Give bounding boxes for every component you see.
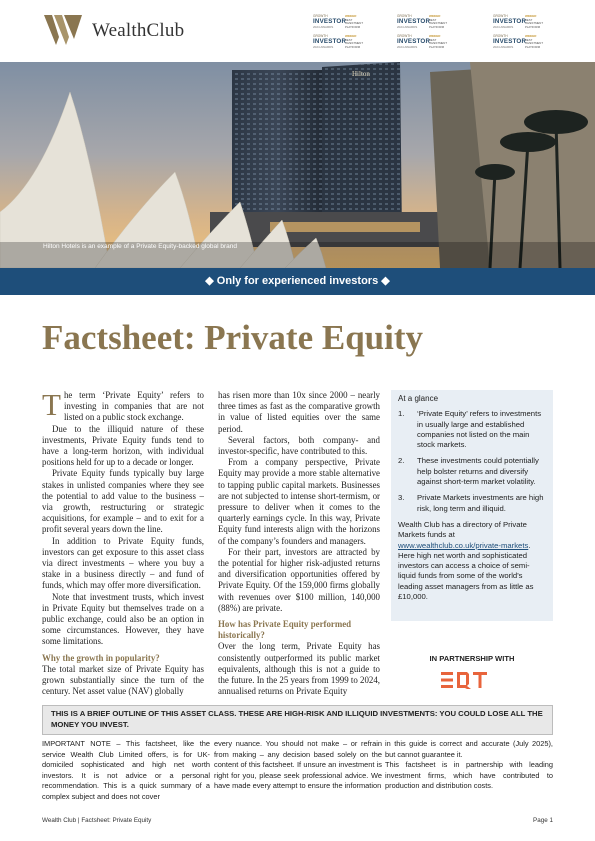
footer-title: Wealth Club | Factsheet: Private Equity — [42, 817, 152, 824]
important-note-column-1: IMPORTANT NOTE – This factsheet, like the service Wealth Club Limited offers, is for UK-domiciled sophisticated and high net worth investors. It is not advice or a personal recommendation. This is a quick summary of a complex subject and does not cover — [42, 739, 210, 801]
award-side: WINNER BEST INVESTMENT PLATFORM — [525, 34, 543, 49]
paragraph: Over the long term, Private Equity has consistently outperformed its public market equivalents, although this is not a guide to the future. In the 25 years from 1999 to 2024, annualised returns on Private Equity — [218, 641, 380, 697]
award-year: 2024 AWARDS — [313, 25, 334, 29]
hotel-sign: Hilton — [352, 70, 370, 78]
award-year: 2024 AWARDS — [493, 45, 514, 49]
award-top: GROWTH — [493, 34, 508, 38]
award-top: GROWTH — [493, 14, 508, 18]
award-title: INVESTOR — [313, 18, 347, 25]
award-year: 2024 AWARDS — [313, 45, 334, 49]
paragraph: Several factors, both company- and investor-specific, have contributed to this. — [218, 434, 380, 457]
page-title: Factsheet: Private Equity — [42, 318, 424, 357]
award-side: WINNER BEST INVESTMENT PLATFORM — [345, 34, 363, 49]
partnership-label: IN PARTNERSHIP WITH — [429, 654, 515, 663]
glance-title: At a glance — [398, 394, 439, 403]
award-badge — [313, 34, 363, 52]
award-badge — [493, 34, 543, 52]
paragraph: Note that investment trusts, which invest in Private Equity but themselves trade on a public exchange, could also be an option in some circumstances. However, they have some limitations. — [42, 591, 204, 647]
award-year: 2024 AWARDS — [397, 45, 418, 49]
experienced-investors-banner: ◆ Only for experienced investors ◆ — [0, 268, 595, 295]
list-item: 2. These investments could potentially help bolster returns and diversify against short-term market volatility. — [398, 456, 539, 487]
risk-warning: THIS IS A BRIEF OUTLINE OF THIS ASSET CLASS. THESE ARE HIGH-RISK AND ILLIQUID INVESTMENTS: YOU COULD LOSE ALL THE MONEY YOU INVEST. — [42, 705, 553, 735]
paragraph: Due to the illiquid nature of these investments, Private Equity funds tend to have a long-term horizon, with individual positions held for up to a decade or longer. — [42, 423, 204, 468]
award-badge — [493, 14, 543, 32]
note-text: This factsheet is in partnership with leading investment firms, which have contributed to production and distribution costs. — [385, 760, 553, 790]
paragraph: The total market size of Private Equity has grown substantially since the turn of the century. Net asset value (NAV) globally — [42, 663, 204, 697]
award-side: WINNER BEST INVESTMENT PLATFORM — [429, 14, 447, 29]
brand-name: WealthClub — [92, 20, 185, 41]
award-title: INVESTOR — [397, 38, 431, 45]
hero-caption: Hilton Hotels is an example of a Private Equity-backed global brand — [43, 243, 238, 250]
award-badge — [397, 34, 447, 52]
award-side: WINNER BEST INVESTMENT PLATFORM — [429, 34, 447, 49]
body-column-2 — [218, 390, 380, 697]
body-column-1 — [42, 387, 204, 697]
drop-cap: T — [42, 387, 61, 422]
at-a-glance-box — [391, 390, 553, 621]
award-top: GROWTH — [397, 34, 412, 38]
award-title: INVESTOR — [397, 18, 431, 25]
wealthclub-logo-icon — [44, 15, 82, 45]
award-year: 2024 AWARDS — [493, 25, 514, 29]
directory-note: Wealth Club has a directory of Private Markets funds at www.wealthclub.co.uk/private-markets. Here high net worth and sophisticated investors can access a choice of semi-liquid funds from some of the world's leading asset managers from as little as £10,000. — [398, 519, 534, 602]
important-note-column-2: every nuance. You should not make – or refrain from making – any decision based solely on the content of this factsheet. If unsure an investment is right for you, please seek professional advice. We have made every attempt to ensure the information — [214, 739, 382, 790]
eqt-logo-icon — [441, 671, 487, 689]
award-top: GROWTH — [313, 34, 328, 38]
paragraph: From a company perspective, Private Equity may provide a more stable alternative to tapping public capital markets. Businesses are not subjected to intense short-termism, or pressure to deliver when it comes to the quarterly earnings cycle. In this way, Private Equity fund interests align with the horizons of the company’s founders and managers. — [218, 457, 380, 546]
award-year: 2024 AWARDS — [397, 25, 418, 29]
subheading: Why the growth in popularity? — [42, 652, 160, 663]
glance-list — [398, 409, 546, 514]
award-title: INVESTOR — [493, 38, 527, 45]
private-markets-link[interactable]: www.wealthclub.co.uk/private-markets — [398, 540, 529, 550]
page-number: Page 1 — [533, 817, 553, 824]
hero-image — [0, 62, 595, 268]
award-title: INVESTOR — [493, 18, 527, 25]
award-badge — [397, 14, 447, 32]
award-top: GROWTH — [397, 14, 412, 18]
note-text: in this guide is correct and accurate (July 2025), but cannot guarantee it. — [385, 739, 553, 759]
award-side: WINNER BEST INVESTMENT PLATFORM — [525, 14, 543, 29]
subheading: How has Private Equity performed historically? — [218, 619, 352, 641]
award-side: WINNER BEST INVESTMENT PLATFORM — [345, 14, 363, 29]
header — [0, 0, 595, 62]
award-badge — [313, 14, 363, 32]
important-note-column-3 — [385, 739, 553, 792]
award-title: INVESTOR — [313, 38, 347, 45]
list-item: 3. Private Markets investments are high risk, long term and illiquid. — [398, 493, 544, 513]
paragraph: Private Equity funds typically buy large stakes in unlisted companies where they see the potential to add value to the business – via growth, restructuring or strategic acquisitions, for example – and to exit for a profit several years down the line. — [42, 468, 204, 535]
paragraph: In addition to Private Equity funds, investors can get exposure to this asset class via direct investments – where you buy a stake in a business directly – and fund of funds, which may offer more diversification. — [42, 535, 204, 591]
award-top: GROWTH — [313, 14, 328, 18]
paragraph: has risen more than 10x since 2000 – nearly three times as fast as the comparative growth in value of listed equities over the same period. — [218, 390, 380, 434]
intro-paragraph: The term ‘Private Equity’ refers to investing in companies that are not listed on a public stock exchange. — [42, 387, 204, 423]
list-item: 1. ‘Private Equity’ refers to investments in usually large and established companies not listed on the main stock markets. — [398, 409, 542, 450]
paragraph: For their part, investors are attracted by the potential for higher risk-adjusted returns and diversification opportunities offered by Private Equity. Of the 159,000 firms globally with revenues over $100 million, 140,000 (88%) are private. — [218, 546, 380, 613]
